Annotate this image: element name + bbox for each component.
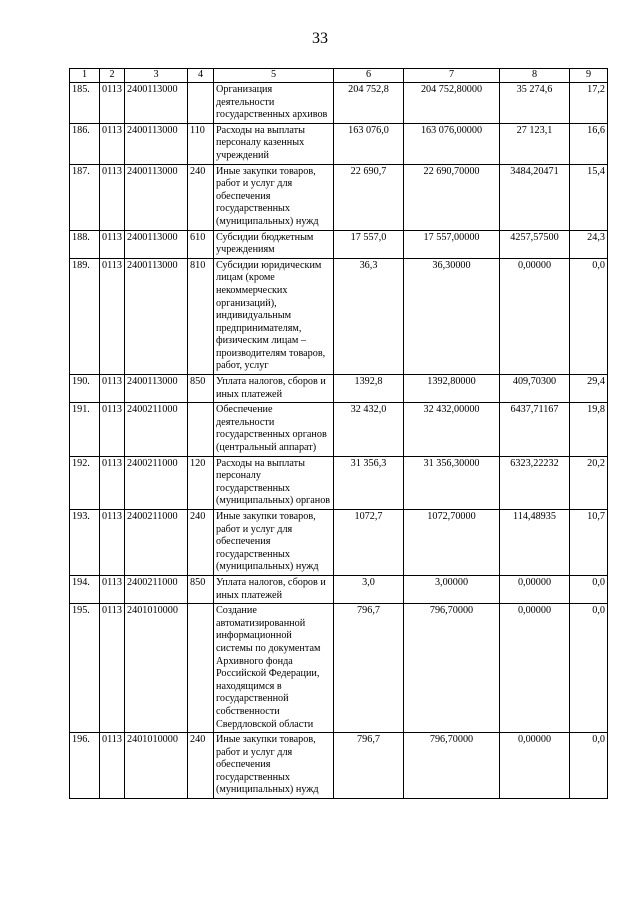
table-row <box>70 375 608 403</box>
amount-approved: 204 752,80000 <box>404 83 500 124</box>
expense-type-code <box>188 83 214 124</box>
table-row <box>70 456 608 509</box>
table-row <box>70 403 608 456</box>
column-header: 6 <box>334 69 404 83</box>
execution-percent: 0,0 <box>570 604 608 733</box>
amount-plan: 1072,7 <box>334 510 404 576</box>
amount-plan: 36,3 <box>334 258 404 374</box>
amount-approved: 32 432,00000 <box>404 403 500 456</box>
section-code: 0113 <box>100 403 125 456</box>
amount-executed: 0,00000 <box>500 733 570 799</box>
column-header: 2 <box>100 69 125 83</box>
row-number: 188. <box>70 230 100 258</box>
target-code: 2400113000 <box>125 123 188 164</box>
table-row <box>70 258 608 374</box>
amount-executed: 35 274,6 <box>500 83 570 124</box>
section-code: 0113 <box>100 83 125 124</box>
item-name: Субсидии бюджетным учреждениям <box>214 230 334 258</box>
amount-approved: 796,70000 <box>404 604 500 733</box>
table-row <box>70 164 608 230</box>
row-number: 185. <box>70 83 100 124</box>
expense-type-code: 120 <box>188 456 214 509</box>
amount-approved: 22 690,70000 <box>404 164 500 230</box>
table-row <box>70 510 608 576</box>
column-header: 7 <box>404 69 500 83</box>
execution-percent: 0,0 <box>570 575 608 603</box>
item-name: Обеспечение деятельности государственных органов (центральный аппарат) <box>214 403 334 456</box>
section-code: 0113 <box>100 258 125 374</box>
expense-type-code: 810 <box>188 258 214 374</box>
column-header: 8 <box>500 69 570 83</box>
row-number: 190. <box>70 375 100 403</box>
item-name: Субсидии юридическим лицам (кроме некоммерческих организаций), индивидуальным предпринимателям, физическим лицам – производителям товаров, работ, услуг <box>214 258 334 374</box>
amount-plan: 163 076,0 <box>334 123 404 164</box>
target-code: 2400211000 <box>125 510 188 576</box>
execution-percent: 17,2 <box>570 83 608 124</box>
expense-type-code <box>188 403 214 456</box>
execution-percent: 20,2 <box>570 456 608 509</box>
column-header: 3 <box>125 69 188 83</box>
expense-type-code: 110 <box>188 123 214 164</box>
execution-percent: 0,0 <box>570 733 608 799</box>
item-name: Иные закупки товаров, работ и услуг для обеспечения государственных (муниципальных) нужд <box>214 164 334 230</box>
amount-plan: 1392,8 <box>334 375 404 403</box>
section-code: 0113 <box>100 604 125 733</box>
table-row <box>70 83 608 124</box>
table-row <box>70 230 608 258</box>
amount-approved: 163 076,00000 <box>404 123 500 164</box>
target-code: 2401010000 <box>125 733 188 799</box>
row-number: 194. <box>70 575 100 603</box>
expense-type-code: 240 <box>188 164 214 230</box>
item-name: Расходы на выплаты персоналу казенных учреждений <box>214 123 334 164</box>
row-number: 195. <box>70 604 100 733</box>
amount-executed: 4257,57500 <box>500 230 570 258</box>
expense-type-code: 850 <box>188 375 214 403</box>
target-code: 2400211000 <box>125 575 188 603</box>
execution-percent: 15,4 <box>570 164 608 230</box>
expense-type-code <box>188 604 214 733</box>
section-code: 0113 <box>100 575 125 603</box>
row-number: 186. <box>70 123 100 164</box>
section-code: 0113 <box>100 230 125 258</box>
target-code: 2401010000 <box>125 604 188 733</box>
item-name: Расходы на выплаты персоналу государственных (муниципальных) органов <box>214 456 334 509</box>
target-code: 2400113000 <box>125 230 188 258</box>
section-code: 0113 <box>100 733 125 799</box>
item-name: Создание автоматизированной информационной системы по документам Архивного фонда Российской Федерации, находящимся в государственной собственности Свердловской области <box>214 604 334 733</box>
target-code: 2400113000 <box>125 164 188 230</box>
expense-type-code: 610 <box>188 230 214 258</box>
amount-approved: 31 356,30000 <box>404 456 500 509</box>
amount-executed: 6323,22232 <box>500 456 570 509</box>
target-code: 2400211000 <box>125 456 188 509</box>
budget-table <box>69 68 608 799</box>
amount-executed: 0,00000 <box>500 604 570 733</box>
amount-executed: 0,00000 <box>500 258 570 374</box>
execution-percent: 29,4 <box>570 375 608 403</box>
row-number: 189. <box>70 258 100 374</box>
row-number: 187. <box>70 164 100 230</box>
section-code: 0113 <box>100 164 125 230</box>
row-number: 196. <box>70 733 100 799</box>
amount-approved: 17 557,00000 <box>404 230 500 258</box>
section-code: 0113 <box>100 510 125 576</box>
expense-type-code: 240 <box>188 733 214 799</box>
table-row <box>70 123 608 164</box>
column-header: 5 <box>214 69 334 83</box>
amount-approved: 36,30000 <box>404 258 500 374</box>
execution-percent: 19,8 <box>570 403 608 456</box>
execution-percent: 16,6 <box>570 123 608 164</box>
amount-executed: 3484,20471 <box>500 164 570 230</box>
target-code: 2400113000 <box>125 375 188 403</box>
amount-plan: 796,7 <box>334 604 404 733</box>
amount-plan: 796,7 <box>334 733 404 799</box>
header-row <box>70 69 608 83</box>
section-code: 0113 <box>100 456 125 509</box>
item-name: Уплата налогов, сборов и иных платежей <box>214 375 334 403</box>
execution-percent: 24,3 <box>570 230 608 258</box>
amount-plan: 32 432,0 <box>334 403 404 456</box>
amount-plan: 31 356,3 <box>334 456 404 509</box>
amount-approved: 3,00000 <box>404 575 500 603</box>
amount-plan: 3,0 <box>334 575 404 603</box>
column-header: 1 <box>70 69 100 83</box>
row-number: 193. <box>70 510 100 576</box>
column-header: 4 <box>188 69 214 83</box>
item-name: Иные закупки товаров, работ и услуг для обеспечения государственных (муниципальных) нужд <box>214 733 334 799</box>
item-name: Иные закупки товаров, работ и услуг для обеспечения государственных (муниципальных) нужд <box>214 510 334 576</box>
amount-approved: 796,70000 <box>404 733 500 799</box>
amount-plan: 17 557,0 <box>334 230 404 258</box>
amount-executed: 0,00000 <box>500 575 570 603</box>
amount-plan: 204 752,8 <box>334 83 404 124</box>
execution-percent: 10,7 <box>570 510 608 576</box>
amount-executed: 409,70300 <box>500 375 570 403</box>
amount-plan: 22 690,7 <box>334 164 404 230</box>
amount-executed: 6437,71167 <box>500 403 570 456</box>
execution-percent: 0,0 <box>570 258 608 374</box>
item-name: Организация деятельности государственных архивов <box>214 83 334 124</box>
table-row <box>70 575 608 603</box>
section-code: 0113 <box>100 123 125 164</box>
row-number: 191. <box>70 403 100 456</box>
amount-executed: 27 123,1 <box>500 123 570 164</box>
item-name: Уплата налогов, сборов и иных платежей <box>214 575 334 603</box>
table-row <box>70 733 608 799</box>
section-code: 0113 <box>100 375 125 403</box>
target-code: 2400211000 <box>125 403 188 456</box>
row-number: 192. <box>70 456 100 509</box>
amount-executed: 114,48935 <box>500 510 570 576</box>
expense-type-code: 850 <box>188 575 214 603</box>
column-header: 9 <box>570 69 608 83</box>
target-code: 2400113000 <box>125 258 188 374</box>
expense-type-code: 240 <box>188 510 214 576</box>
target-code: 2400113000 <box>125 83 188 124</box>
amount-approved: 1072,70000 <box>404 510 500 576</box>
page-number: 33 <box>312 30 328 47</box>
table-row <box>70 604 608 733</box>
amount-approved: 1392,80000 <box>404 375 500 403</box>
